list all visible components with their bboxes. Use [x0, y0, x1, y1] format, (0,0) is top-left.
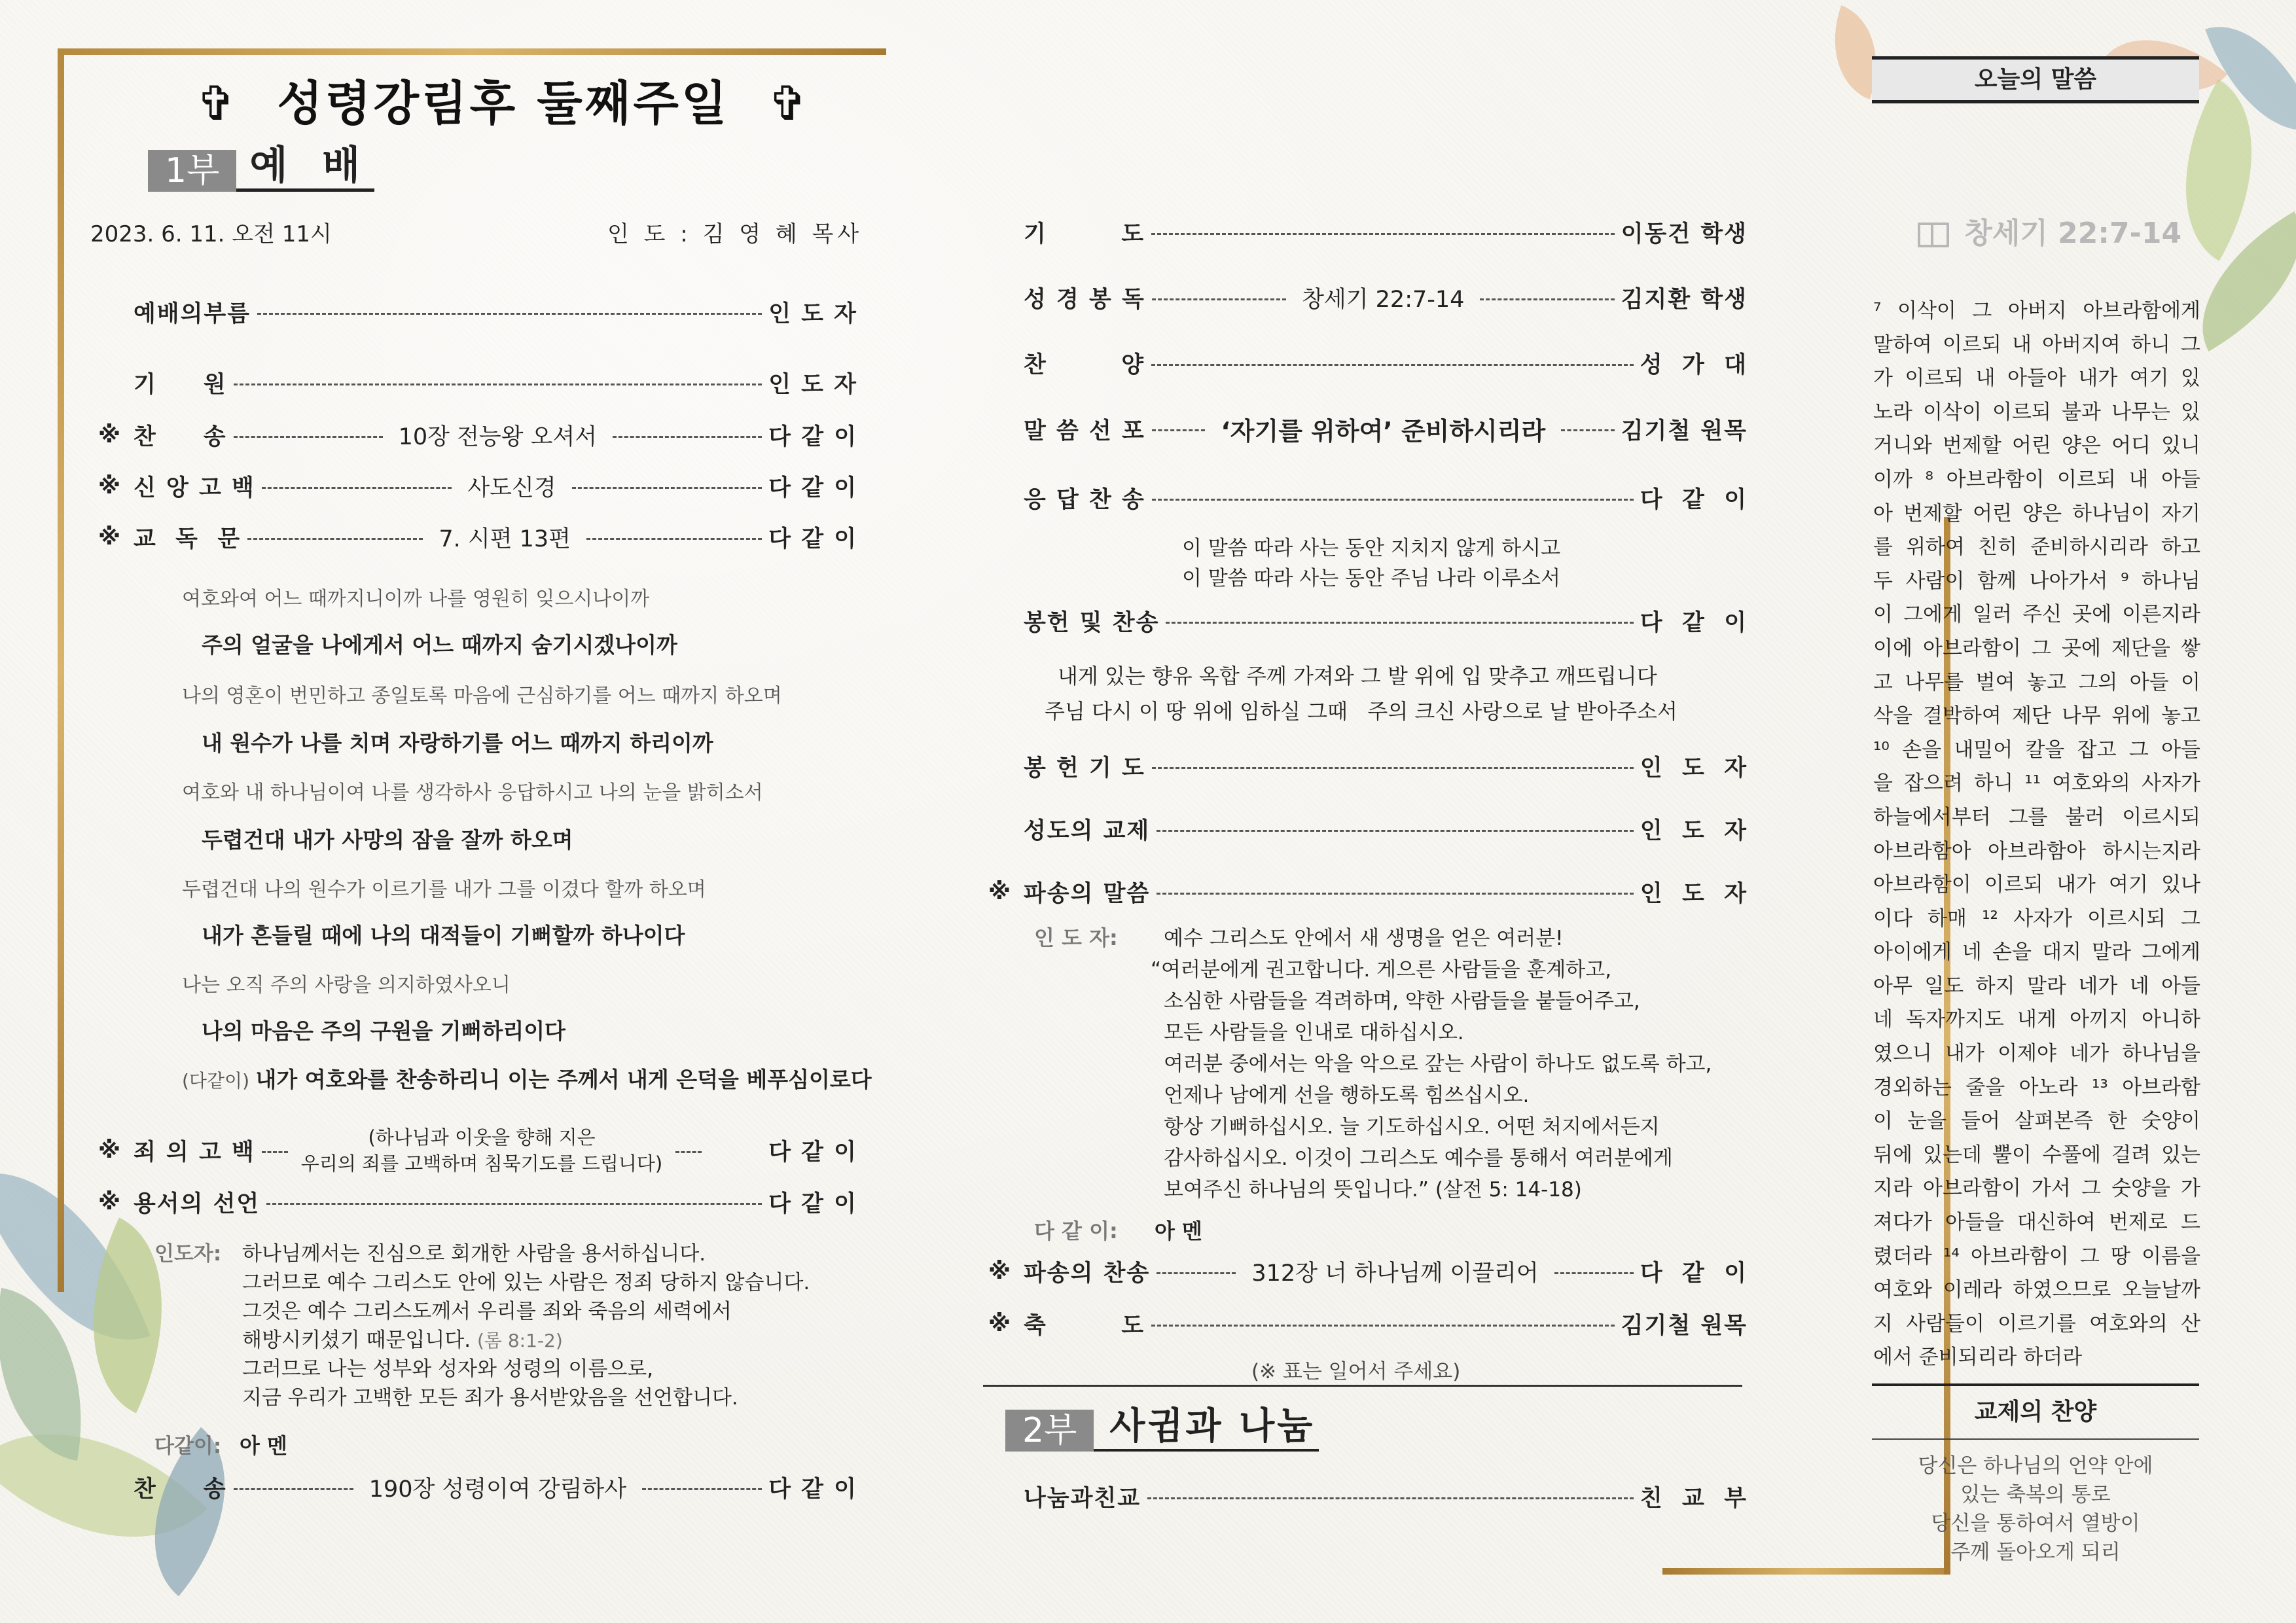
order-label: 파송의 말씀 — [1024, 881, 1151, 907]
absolution-line: 해방시키셨기 때문입니다. (롬 8:1-2) — [242, 1329, 563, 1352]
page-title — [196, 65, 810, 134]
confession-note: (하나님과 이웃을 향해 지은 — [368, 1126, 596, 1149]
order-label: 찬 양 — [1024, 352, 1145, 378]
verse-line: 네 독자까지도 내게 아끼지 아니하 — [1873, 1008, 2200, 1032]
order-middle: 사도신경 — [467, 475, 556, 501]
send-line: 언제나 남에게 선을 행하도록 힘쓰십시오. — [1164, 1084, 1530, 1107]
psalm-line: 내 원수가 나를 치며 자랑하기를 어느 때까지 하리이까 — [202, 730, 713, 756]
sermon-title: ‘자기를 위하여’ 준비하시리라 — [1221, 417, 1546, 446]
order-who: 다 같 이 — [768, 424, 858, 450]
verse-line: 아 번제할 어린 양은 하나님이 자기 — [1873, 501, 2200, 526]
psalm-last: (다같이) 내가 여호와를 찬송하리니 이는 주께서 내게 은덕을 베푸심이로다 — [182, 1067, 872, 1092]
order-who: 김기철 원목 — [1621, 418, 1748, 444]
verse-line: 지 사람들이 이르기를 여호와의 산 — [1873, 1311, 2200, 1336]
verse-line: 이 그에게 일러 주신 곳에 이른지라 — [1873, 603, 2200, 627]
title-text: 성령강림후 둘째주일 — [277, 76, 730, 131]
order-label: 기 도 — [1024, 221, 1145, 247]
verse-line: 이 눈을 들어 살펴본즉 한 숫양이 — [1873, 1109, 2200, 1133]
psalm-line: 나의 영혼이 번민하고 종일토록 마음에 근심하기를 어느 때까지 하오며 — [182, 685, 782, 707]
order-row — [988, 347, 1748, 380]
part1-heading — [148, 143, 374, 192]
order-middle: 10장 전능왕 오셔서 — [398, 424, 598, 450]
order-who: 다 같 이 — [1640, 487, 1748, 513]
send-line: “여러분에게 권고합니다. 게으른 사람들을 훈계하고, — [1151, 958, 1612, 982]
order-label: 죄 의 고 백 — [134, 1139, 255, 1166]
stand-note: (※ 표는 일어서 주세요) — [1251, 1360, 1461, 1383]
verse-line: 경외하는 줄을 아노라 ¹³ 아브라함 — [1873, 1075, 2200, 1099]
verse-line: 를 위하여 친히 준비하시리라 하고 — [1873, 535, 2200, 560]
order-who: 다 같 이 — [768, 1139, 857, 1166]
verse-line: 이까 ⁸ 아브라함이 이르되 내 아들 — [1873, 467, 2200, 491]
order-row: ※ 찬 송 10장 전능왕 오셔서 다 같 이 — [98, 419, 857, 452]
order-label: 기 원 — [134, 372, 227, 398]
verse-line: 삭을 결박하여 제단 나무 위에 놓고 — [1873, 704, 2200, 728]
part2-badge: 2부 — [1005, 1410, 1094, 1452]
divider — [983, 1385, 1742, 1387]
verse-line: 지라 아브라함이 가서 그 숫양을 가 — [1873, 1177, 2200, 1201]
fellowship-hymn-header: 교제의 찬양 — [1872, 1383, 2199, 1440]
verse-line: 여호와 이레라 하였으므로 오늘날까 — [1873, 1278, 2200, 1302]
order-who: 인 도 자 — [1640, 818, 1748, 844]
order-row-absolution: ※ 용서의 선언 다 같 이 — [98, 1186, 857, 1219]
order-label: 성도의 교제 — [1024, 818, 1151, 844]
verse-line: 을 잡으려 하니 ¹¹ 여호와의 사자가 — [1873, 772, 2200, 796]
verse-line: 아무 일도 하지 말라 네가 네 아들 — [1873, 974, 2200, 998]
send-line: 항상 기뻐하십시오. 늘 기도하십시오. 어떤 처지에서든지 — [1164, 1115, 1660, 1139]
order-row — [98, 296, 857, 329]
part1-badge: 1부 — [148, 150, 236, 192]
fellowship-hymn-lyrics — [1872, 1452, 2199, 1567]
order-who: 인 도 자 — [768, 372, 857, 398]
order-row — [988, 1480, 1748, 1513]
verse-line: 이다 하매 ¹² 사자가 이르시되 그 — [1873, 906, 2200, 931]
order-who: 인 도 자 — [768, 301, 857, 327]
order-row: ※ 축 도 김기철 원목 — [988, 1308, 1748, 1340]
order-label: 찬 송 — [134, 1476, 227, 1503]
verse-line: 져다가 아들을 대신하여 번제로 드 — [1873, 1211, 2200, 1235]
order-label: 찬 송 — [134, 424, 227, 450]
psalm-line: 두렵건대 내가 사망의 잠을 잘까 하오며 — [202, 827, 573, 853]
verse-line: 가 이르되 내 아들아 내가 여기 있 — [1873, 366, 2200, 391]
part2-name: 사귐과 나눔 — [1094, 1404, 1319, 1452]
order-label: 교 독 문 — [134, 526, 242, 552]
send-line: 예수 그리스도 안에서 새 생명을 얻은 여러분! — [1164, 927, 1564, 950]
verse-line: 하늘에서부터 그를 불러 이르시되 — [1873, 805, 2200, 829]
order-row — [98, 366, 857, 399]
send-amen-label: 다 같 이: — [1034, 1219, 1118, 1243]
send-amen: 아 멘 — [1155, 1219, 1202, 1243]
order-row-sermon — [988, 411, 1748, 447]
scripture-ref: 창세기 22:7-14 — [1918, 209, 2181, 251]
order-label: 용서의 선언 — [134, 1191, 260, 1217]
todays-word-header: 오늘의 말씀 — [1872, 56, 2199, 103]
verse-line: 뒤에 있는데 뿔이 수풀에 걸려 있는 — [1873, 1143, 2200, 1167]
gold-frame-left — [58, 48, 64, 1292]
verse-line: ⁷ 이삭이 그 아버지 아브라함에게 — [1873, 299, 2200, 323]
amen-text: 아 멘 — [240, 1433, 287, 1458]
send-line: 감사하십시오. 이것이 그리스도 예수를 통해서 여러분에게 — [1164, 1147, 1673, 1170]
order-middle: 190장 성령이여 강림하사 — [368, 1476, 627, 1503]
order-who: 인 도 자 — [1640, 755, 1748, 781]
hymn-line: 당신은 하나님의 언약 안에 — [1918, 1454, 2153, 1478]
absolution-line: 하나님께서는 진심으로 회개한 사람을 용서하십니다. — [242, 1242, 706, 1266]
order-row — [988, 216, 1748, 249]
absolution-line: 지금 우리가 고백한 모든 죄가 용서받았음을 선언합니다. — [242, 1386, 738, 1410]
verse-line: 아브라함아 아브라함아 하시는지라 — [1873, 839, 2200, 863]
order-row: ※ 파송의 말씀 인 도 자 — [988, 876, 1748, 908]
order-who: 다 같 이 — [768, 1191, 857, 1217]
verse-line: 두 사람이 함께 나아가서 ⁹ 하나님 — [1873, 569, 2200, 593]
order-who: 다 같 이 — [1640, 610, 1748, 636]
order-who: 친 교 부 — [1640, 1486, 1748, 1512]
order-row — [988, 605, 1748, 637]
order-row — [988, 482, 1748, 514]
order-label: 예배의부름 — [134, 301, 251, 327]
verse-line: 노라 이삭이 이르되 불과 나무는 있 — [1873, 400, 2200, 424]
order-who: 이동건 학생 — [1621, 221, 1748, 247]
psalm-line: 여호와여 어느 때까지니이까 나를 영원히 잊으시나이까 — [182, 588, 650, 611]
offering-line: 주님 다시 이 땅 위에 임하실 그때 주의 크신 사랑으로 날 받아주소서 — [1045, 699, 1677, 724]
hymn-line: 당신을 통하여서 열방이 — [1931, 1512, 2140, 1535]
scripture-text — [1873, 294, 2200, 1375]
absolution-ref: (롬 8:1-2) — [476, 1330, 563, 1351]
part1-name: 예 배 — [236, 143, 374, 192]
send-line: 보여주신 하나님의 뜻입니다.” (살전 5: 14-18) — [1164, 1178, 1582, 1202]
order-who: 인 도 자 — [1640, 881, 1748, 907]
psalm-line: 내가 흔들릴 때에 나의 대적들이 기뻐할까 하나이다 — [202, 923, 685, 948]
absolution-leader-label: 인도자: — [154, 1242, 222, 1266]
order-label: 파송의 찬송 — [1024, 1260, 1151, 1287]
hymn-line: 있는 축복의 통로 — [1960, 1483, 2111, 1507]
order-label: 봉 헌 기 도 — [1024, 755, 1145, 781]
psalm-line: 나의 마음은 주의 구원을 기뻐하리이다 — [202, 1018, 566, 1044]
hymn-line: 주께 돌아오게 되리 — [1950, 1541, 2121, 1564]
absolution-line: 그것은 예수 그리스도께서 우리를 죄와 죽음의 세력에서 — [242, 1300, 732, 1323]
order-label: 축 도 — [1024, 1313, 1145, 1339]
service-date: 2023. 6. 11. 오전 11시 — [90, 221, 332, 247]
order-label: 성 경 봉 독 — [1024, 287, 1145, 313]
psalm-line: 두렵건대 나의 원수가 이르기를 내가 그를 이겼다 할까 하오며 — [182, 878, 706, 901]
order-who: 김지환 학생 — [1621, 287, 1748, 313]
psalm-line: 나는 오직 주의 사랑을 의지하였사오니 — [182, 974, 511, 997]
order-middle: 7. 시편 13편 — [439, 526, 571, 552]
absolution-line: 그러므로 예수 그리스도 안에 있는 사람은 정죄 당하지 않습니다. — [242, 1271, 810, 1294]
order-row-confession: ※ 죄 의 고 백 (하나님과 이웃을 향해 지은 우리의 죄를 고백하며 침묵기도를 드립니다) 다 같 이 — [98, 1124, 857, 1177]
verse-line: ¹⁰ 손을 내밀어 칼을 잡고 그 아들 — [1873, 738, 2200, 762]
send-line: 여러분 중에서는 악을 악으로 갚는 사람이 하나도 없도록 하고, — [1164, 1052, 1712, 1076]
order-who: 다 같 이 — [768, 475, 858, 501]
verse-line: 거니와 번제할 어린 양은 어디 있니 — [1873, 434, 2200, 458]
verse-line: 이에 아브라함이 그 곳에 제단을 쌓 — [1873, 636, 2200, 660]
amen-label: 다같이: — [154, 1435, 222, 1458]
verse-line: 렸더라 ¹⁴ 아브라함이 그 땅 이름을 — [1873, 1244, 2200, 1268]
order-row: ※ 파송의 찬송 312장 너 하나님께 이끌리어 다 같 이 — [988, 1255, 1748, 1288]
order-who: 김기철 원목 — [1621, 1313, 1748, 1339]
send-line: 소심한 사람들을 격려하며, 약한 사람들을 붙들어주고, — [1164, 990, 1640, 1013]
order-label: 신 앙 고 백 — [134, 475, 255, 501]
cross-icon: ✞ — [196, 76, 239, 131]
psalm-line: 주의 얼굴을 나에게서 어느 때까지 숨기시겠나이까 — [202, 632, 677, 658]
order-label: 봉헌 및 찬송 — [1024, 610, 1160, 636]
gold-frame-bottom — [1662, 1568, 1950, 1575]
order-row: ※ 교 독 문 7. 시편 13편 다 같 이 — [98, 521, 857, 554]
order-row — [98, 1471, 857, 1504]
verse-line: 였으니 내가 이제야 네가 하나님을 — [1873, 1042, 2200, 1066]
verse-line: 말하여 이르되 내 아버지여 하니 그 — [1873, 332, 2200, 357]
order-row — [988, 750, 1748, 783]
service-leader: 인 도 : 김 영 혜 목사 — [607, 221, 863, 247]
order-who: 다 같 이 — [768, 526, 858, 552]
order-middle: 창세기 22:7-14 — [1302, 287, 1465, 313]
send-line: 모든 사람들을 인내로 대하십시오. — [1164, 1021, 1464, 1044]
response-line: 이 말씀 따라 사는 동안 주님 나라 이루소서 — [1182, 567, 1561, 590]
order-who: 다 같 이 — [1640, 1260, 1748, 1287]
absolution-line: 그러므로 나는 성부와 성자와 성령의 이름으로, — [242, 1357, 654, 1381]
verse-line: 고 나무를 벌여 놓고 그의 아들 이 — [1873, 670, 2200, 694]
order-label: 말 씀 선 포 — [1024, 418, 1145, 444]
verse-line: 에서 준비되리라 하더라 — [1873, 1346, 2083, 1370]
order-who: 다 같 이 — [768, 1476, 857, 1503]
psalm-line: 여호와 내 하나님이여 나를 생각하사 응답하시고 나의 눈을 밝히소서 — [182, 781, 763, 804]
part2-heading — [1005, 1404, 1319, 1452]
order-row — [988, 281, 1748, 314]
send-leader-label: 인 도 자: — [1034, 925, 1118, 950]
order-row: ※ 신 앙 고 백 사도신경 다 같 이 — [98, 470, 857, 503]
offering-line: 내게 있는 향유 옥합 주께 가져와 그 발 위에 입 맞추고 깨뜨립니다 — [1058, 664, 1657, 688]
order-label: 응 답 찬 송 — [1024, 487, 1145, 513]
gold-frame-top — [58, 48, 886, 55]
confession-note: 우리의 죄를 고백하며 침묵기도를 드립니다) — [300, 1152, 663, 1175]
order-label: 나눔과친교 — [1024, 1486, 1141, 1512]
order-who: 성 가 대 — [1640, 352, 1748, 378]
verse-line: 아브라함이 이르되 내가 여기 있나 — [1873, 873, 2200, 897]
order-middle: 312장 너 하나님께 이끌리어 — [1251, 1260, 1539, 1287]
response-line: 이 말씀 따라 사는 동안 지치지 않게 하시고 — [1182, 537, 1561, 560]
verse-line: 아이에게 네 손을 대지 말라 그에게 — [1873, 940, 2200, 965]
cross-icon: ✞ — [768, 76, 810, 131]
book-icon — [1918, 223, 1949, 247]
order-row — [988, 813, 1748, 846]
